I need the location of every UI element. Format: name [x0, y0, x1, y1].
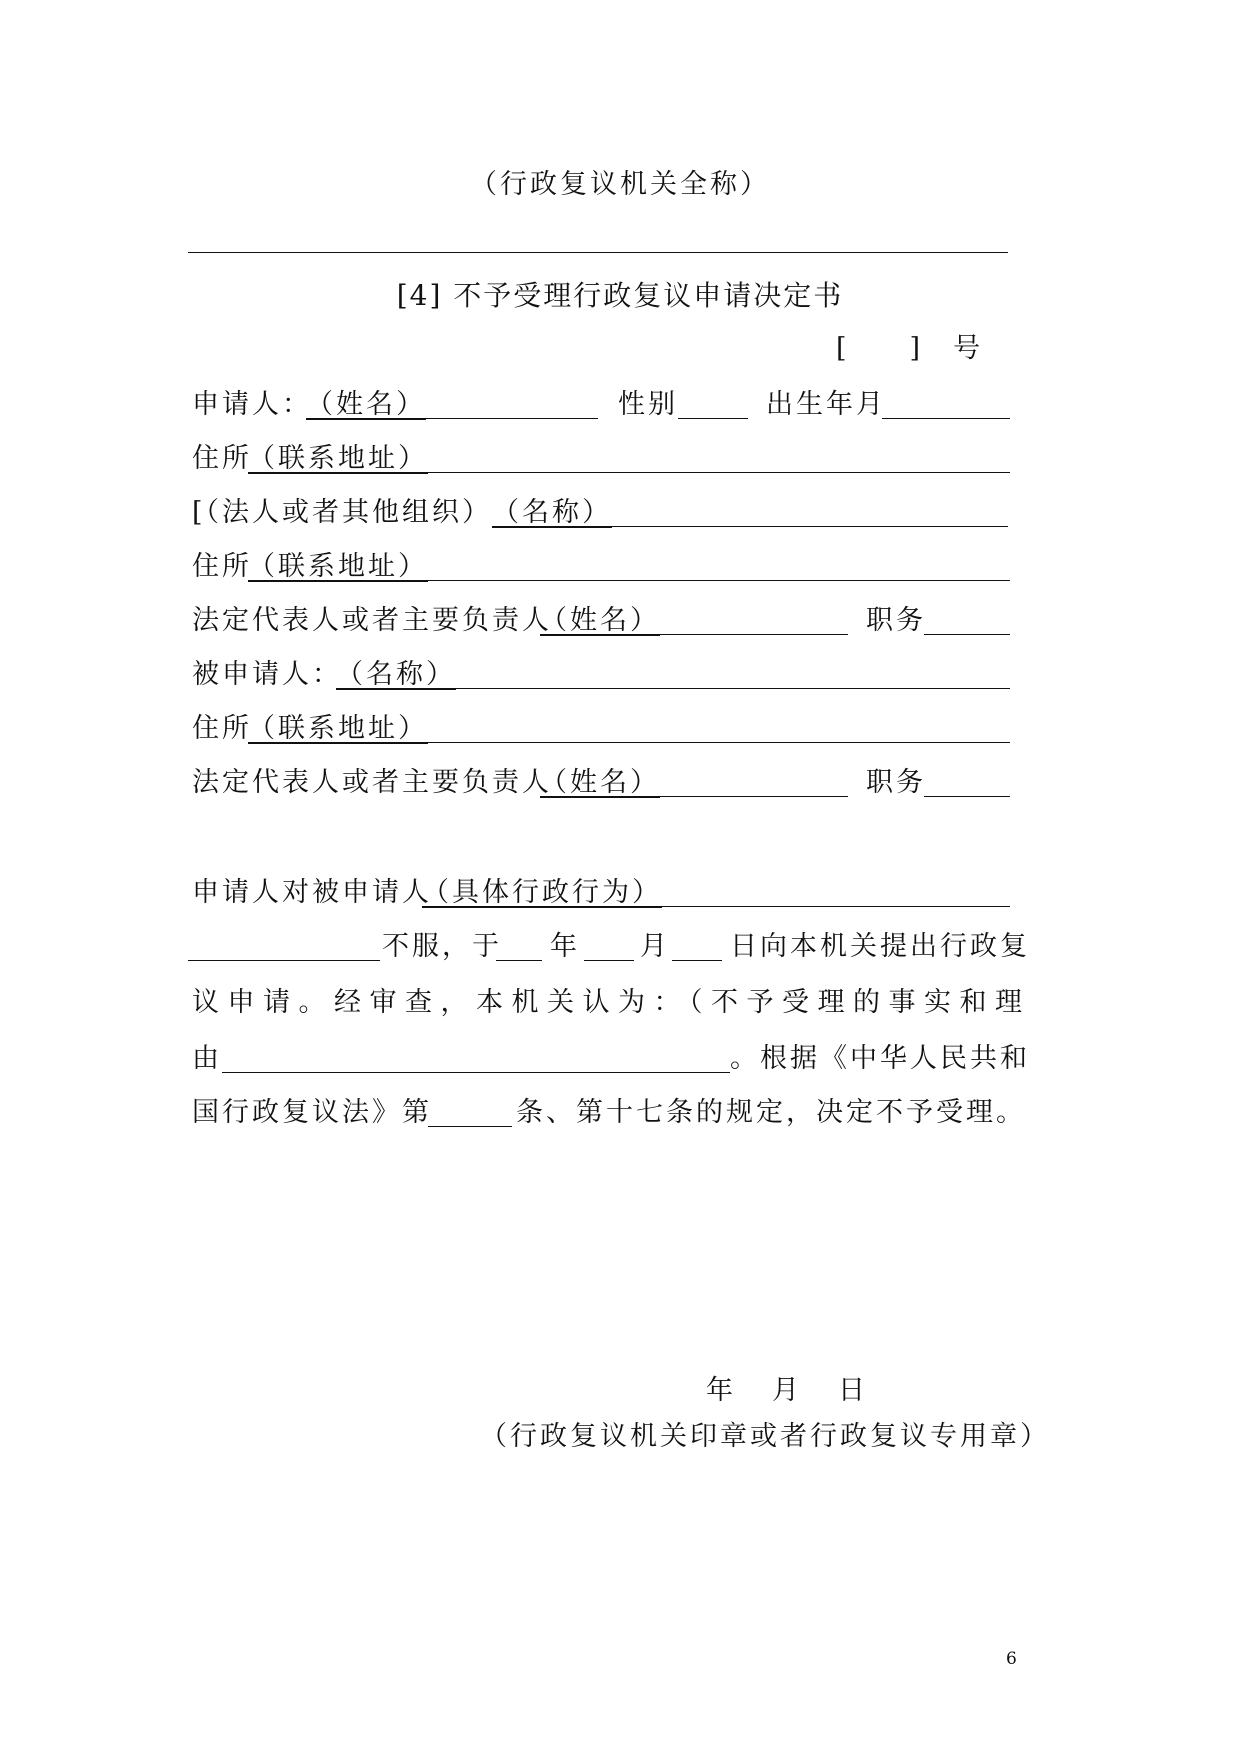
- applicant-name-blank: [410, 418, 598, 419]
- respondent-address-blank: [410, 742, 1010, 743]
- page-number: 6: [1006, 1649, 1017, 1669]
- applicant-label: 申请人：: [192, 389, 312, 420]
- respondent-address-label: 住所: [192, 713, 252, 744]
- org-rep-name: （姓名）: [540, 605, 660, 636]
- org-name: （名称）: [492, 497, 612, 528]
- respondent-label: 被申请人：: [192, 659, 342, 690]
- applicant-address-label: 住所: [192, 443, 252, 474]
- month-label: 月: [640, 931, 670, 962]
- birth-label: 出生年月: [766, 389, 886, 420]
- body-line-5-b: 条、第十七条的规定，决定不予受理。: [516, 1097, 1026, 1128]
- applicant-address: （联系地址）: [248, 443, 428, 474]
- seal-note: （行政复议机关印章或者行政复议专用章）: [480, 1421, 1050, 1452]
- respondent-duty-label: 职务: [866, 767, 926, 798]
- body-line-1-prefix: 申请人对被申请人: [192, 877, 432, 908]
- body-line-5-a: 国行政复议法》第: [192, 1097, 432, 1128]
- org-rep-label: 法定代表人或者主要负责人: [192, 605, 552, 636]
- birth-blank: [882, 418, 1010, 419]
- respondent-rep-label: 法定代表人或者主要负责人: [192, 767, 552, 798]
- body-line-2-a: 不服，于: [382, 931, 502, 962]
- applicant-name: （姓名）: [306, 389, 426, 420]
- respondent-name-blank: [444, 688, 1010, 689]
- respondent-rep-name: （姓名）: [540, 767, 660, 798]
- org-address: （联系地址）: [248, 551, 428, 582]
- year-blank: [496, 960, 542, 961]
- document-number: [ ] 号: [836, 333, 984, 364]
- body-line-2-blank: [188, 960, 380, 961]
- header-rule: [188, 252, 1008, 253]
- document-title: [4] 不予受理行政复议申请决定书: [396, 279, 844, 312]
- org-prefix: [（法人或者其他组织）: [192, 497, 493, 528]
- org-address-label: 住所: [192, 551, 252, 582]
- body-specific-act: （具体行政行为）: [422, 877, 662, 908]
- respondent-duty-blank: [924, 796, 1010, 797]
- respondent-address: （联系地址）: [248, 713, 428, 744]
- gender-blank: [678, 418, 748, 419]
- body-line-3: 议申请。经审查，本机关认为：（不予受理的事实和理: [192, 987, 1031, 1018]
- respondent-name: （名称）: [336, 659, 456, 690]
- respondent-rep-blank: [648, 796, 848, 797]
- gender-label: 性别: [618, 389, 678, 420]
- year-label: 年: [550, 931, 580, 962]
- org-address-blank: [410, 580, 1010, 581]
- org-duty-label: 职务: [866, 605, 926, 636]
- body-line-2-b: 日向本机关提出行政复: [730, 931, 1030, 962]
- body-line-4-a: 由: [192, 1043, 222, 1074]
- org-rep-blank: [648, 634, 848, 635]
- day-blank: [672, 960, 722, 961]
- article-blank: [428, 1126, 512, 1127]
- month-blank: [584, 960, 634, 961]
- org-name-blank: [600, 526, 1008, 527]
- agency-name-placeholder: （行政复议机关全称）: [470, 169, 770, 200]
- applicant-address-blank: [410, 472, 1010, 473]
- date-line: 年 月 日: [706, 1375, 871, 1406]
- org-duty-blank: [924, 634, 1010, 635]
- body-act-blank: [640, 906, 1010, 907]
- reason-blank: [222, 1072, 730, 1073]
- body-line-4-b: 。根据《中华人民共和: [730, 1043, 1030, 1074]
